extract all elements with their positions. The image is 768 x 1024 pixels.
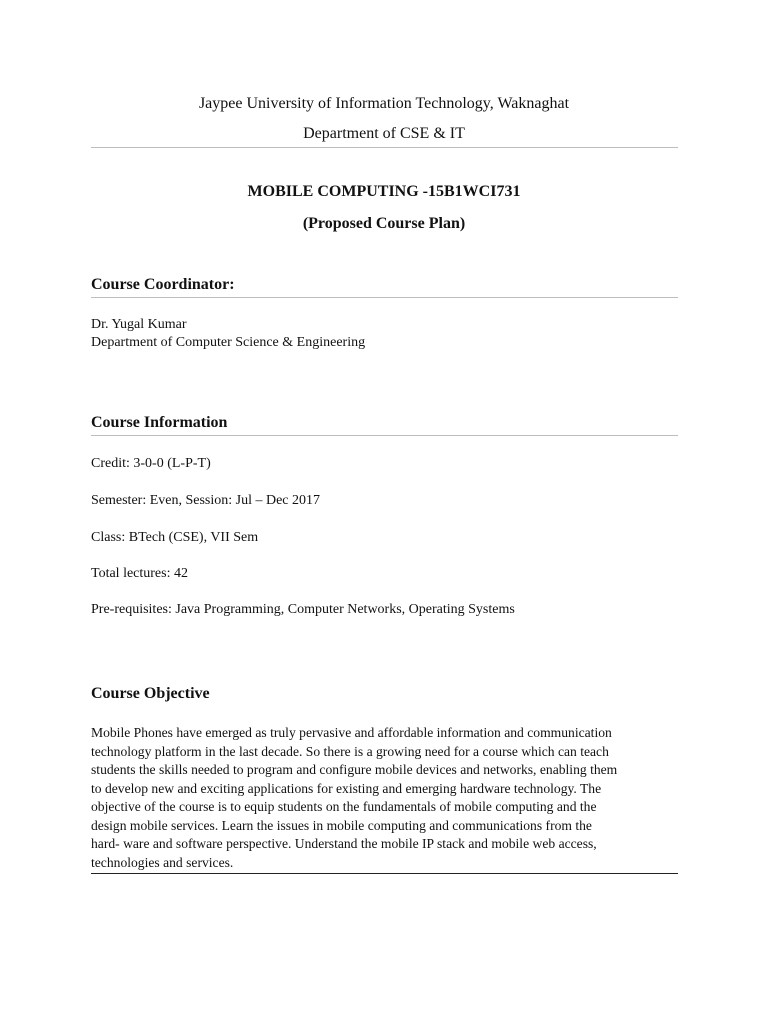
- course-title: MOBILE COMPUTING -15B1WCI731: [247, 183, 521, 200]
- credit-info: Credit: 3-0-0 (L-P-T): [91, 456, 211, 471]
- objective-bottom-rule: [91, 873, 678, 874]
- objective-line: to develop new and exciting applications for existing and emerging hardware technology. The: [91, 780, 602, 796]
- objective-line: technology platform in the last decade. So there is a growing need for a course which can teach: [91, 743, 609, 759]
- semester-info: Semester: Even, Session: Jul – Dec 2017: [91, 493, 321, 508]
- coordinator-heading: Course Coordinator:: [91, 276, 235, 293]
- course-subtitle: (Proposed Course Plan): [302, 215, 466, 232]
- department-name: Department of CSE & IT: [303, 125, 465, 142]
- class-info: Class: BTech (CSE), VII Sem: [91, 530, 259, 545]
- objective-paragraph: [91, 724, 683, 872]
- objective-line: hard- ware and software perspective. Understand the mobile IP stack and mobile web access,: [91, 836, 597, 851]
- objective-line: students the skills needed to program and configure mobile devices and networks, enabling them: [91, 762, 618, 777]
- objective-line: technologies and services.: [91, 854, 234, 870]
- lectures-info: Total lectures: 42: [91, 566, 188, 581]
- objective-heading: Course Objective: [91, 685, 210, 702]
- information-heading: Course Information: [91, 414, 228, 431]
- coordinator-department: Department of Computer Science & Engineering: [91, 335, 366, 350]
- information-divider: [91, 435, 678, 436]
- objective-line: Mobile Phones have emerged as truly pervasive and affordable information and communication: [91, 725, 612, 740]
- university-name: Jaypee University of Information Technology, Waknaghat: [198, 95, 570, 112]
- coordinator-divider: [91, 297, 678, 298]
- header-divider: [91, 147, 678, 148]
- objective-line: design mobile services. Learn the issues in mobile computing and communications from the: [91, 817, 592, 833]
- objective-line: objective of the course is to equip students on the fundamentals of mobile computing and the: [91, 799, 597, 814]
- prerequisites-info: Pre-requisites: Java Programming, Computer Networks, Operating Systems: [91, 602, 515, 617]
- coordinator-name: Dr. Yugal Kumar: [91, 317, 187, 332]
